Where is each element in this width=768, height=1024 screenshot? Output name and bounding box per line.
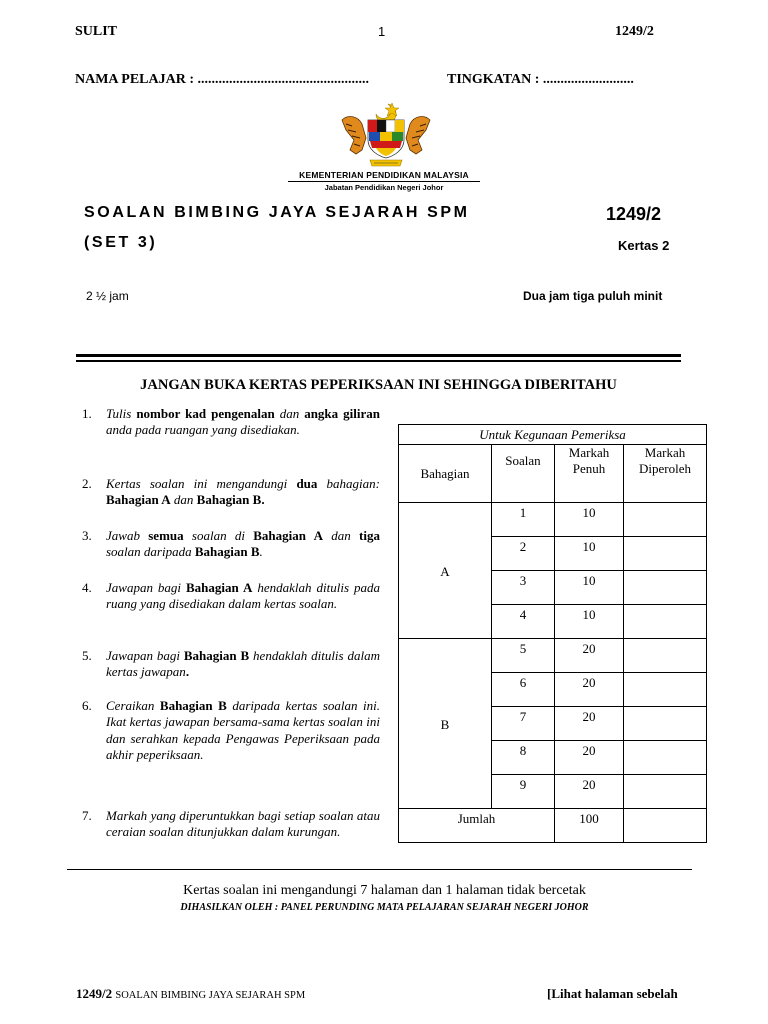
total-obtained-cell[interactable] xyxy=(624,809,707,843)
header-markah-penuh: Markah Penuh xyxy=(555,445,624,503)
obtained-mark-cell[interactable] xyxy=(624,605,707,639)
full-mark: 10 xyxy=(555,503,624,537)
department-name: Jabatan Pendidikan Negeri Johor xyxy=(324,183,444,192)
footer-code xyxy=(76,986,305,1002)
table-caption: Untuk Kegunaan Pemeriksa xyxy=(399,425,707,445)
full-mark: 20 xyxy=(555,673,624,707)
instruction-number: 2. xyxy=(82,476,92,491)
full-mark: 10 xyxy=(555,571,624,605)
full-mark: 20 xyxy=(555,775,624,809)
instruction-run: hendaklah ditulis pada ruang yang disediakan dalam kertas soalan. xyxy=(106,580,380,612)
divider-thick xyxy=(76,354,681,357)
exam-set: (SET 3) xyxy=(84,234,158,251)
instruction-run: Markah yang diperuntukkan bagi setiap soalan atau ceraian soalan ditunjukkan dalam kurungan. xyxy=(106,808,380,840)
instruction-bold-run: Bahagian A xyxy=(186,580,253,595)
instruction-run: Ceraikan xyxy=(106,698,160,713)
header-bahagian: Bahagian xyxy=(399,445,492,503)
examiner-table xyxy=(398,424,707,843)
paper-number: Kertas 2 xyxy=(618,238,670,253)
instruction-bold-run: Bahagian B. xyxy=(196,492,265,508)
instruction-run: Tulis xyxy=(106,406,137,421)
instruction-run: daripada kertas soalan ini. Ikat kertas jawapan bersama-sama kertas soalan ini dan serahkan kepada Pengawas Peperiksaan pada akhir peperiksaan. xyxy=(106,698,380,762)
page-count-note: Kertas soalan ini mengandungi 7 halaman dan 1 halaman tidak bercetak xyxy=(183,883,586,898)
instruction-4 xyxy=(82,580,380,613)
obtained-mark-cell[interactable] xyxy=(624,775,707,809)
warning-heading: JANGAN BUKA KERTAS PEPERIKSAAN INI SEHINGGA DIBERITAHU xyxy=(140,377,617,393)
instruction-text xyxy=(106,476,380,509)
question-number: 3 xyxy=(492,571,555,605)
instruction-run: dan xyxy=(274,406,305,421)
instruction-6 xyxy=(82,698,380,763)
instruction-5 xyxy=(82,648,380,681)
instruction-run: Kertas soalan ini mengandungi xyxy=(106,476,297,491)
instruction-run: Jawapan bagi xyxy=(106,580,187,595)
instruction-run: . xyxy=(259,544,263,560)
footer-title: SOALAN BIMBING JAYA SEJARAH SPM xyxy=(115,990,306,1001)
table-row xyxy=(399,639,707,673)
instruction-number: 4. xyxy=(82,580,92,595)
instruction-number: 7. xyxy=(82,808,92,823)
table-row xyxy=(399,503,707,537)
instruction-run: hendaklah ditulis dalam kertas jawapan xyxy=(106,648,380,680)
total-label: Jumlah xyxy=(399,809,555,843)
question-number: 8 xyxy=(492,741,555,775)
section-a-label: A xyxy=(399,503,492,639)
instruction-bold-run: semua xyxy=(148,528,184,543)
paper-code-top: 1249/2 xyxy=(615,24,654,39)
divider-footer xyxy=(67,869,692,870)
instruction-bold-run: nombor kad pengenalan xyxy=(136,406,275,421)
instruction-text xyxy=(106,808,380,841)
instruction-number: 3. xyxy=(82,528,92,543)
instruction-bold-run: Bahagian A xyxy=(253,528,323,543)
instruction-text xyxy=(106,406,380,439)
duration-short: 2 ½ jam xyxy=(86,289,129,303)
sulit-label: SULIT xyxy=(75,24,118,39)
obtained-mark-cell[interactable] xyxy=(624,707,707,741)
instruction-run: bahagian: xyxy=(317,476,380,491)
section-b-label: B xyxy=(399,639,492,809)
instruction-text xyxy=(106,528,380,561)
student-name-field: NAMA PELAJAR : ................................................. xyxy=(75,72,369,87)
obtained-mark-cell[interactable] xyxy=(624,503,707,537)
full-mark: 20 xyxy=(555,639,624,673)
total-row xyxy=(399,809,707,843)
instruction-bold-run: . xyxy=(185,664,190,680)
total-full-mark: 100 xyxy=(555,809,624,843)
next-page-note: [Lihat halaman sebelah xyxy=(547,986,678,1001)
instruction-number: 1. xyxy=(82,406,92,421)
page-number: 1 xyxy=(378,24,386,39)
full-mark: 20 xyxy=(555,741,624,775)
question-number: 9 xyxy=(492,775,555,809)
obtained-mark-cell[interactable] xyxy=(624,537,707,571)
instruction-bold-run: angka giliran xyxy=(304,406,381,421)
instruction-bold-run: tiga xyxy=(359,528,380,543)
instruction-number: 5. xyxy=(82,648,92,663)
obtained-mark-cell[interactable] xyxy=(624,571,707,605)
paper-code: 1249/2 xyxy=(606,204,662,224)
instruction-run: Jawab xyxy=(106,528,149,543)
obtained-mark-cell[interactable] xyxy=(624,639,707,673)
instruction-run: soalan di xyxy=(183,528,254,543)
instruction-number: 6. xyxy=(82,698,92,713)
obtained-mark-cell[interactable] xyxy=(624,673,707,707)
full-mark: 10 xyxy=(555,537,624,571)
instruction-bold-run: Bahagian A xyxy=(106,492,171,508)
question-number: 7 xyxy=(492,707,555,741)
footer-paper-code: 1249/2 xyxy=(76,986,113,1001)
instruction-text xyxy=(106,648,380,681)
full-mark: 10 xyxy=(555,605,624,639)
obtained-mark-cell[interactable] xyxy=(624,741,707,775)
header-soalan: Soalan xyxy=(492,445,555,503)
question-number: 5 xyxy=(492,639,555,673)
instruction-bold-run: dua xyxy=(296,476,318,491)
question-number: 2 xyxy=(492,537,555,571)
producer-credit: DIHASILKAN OLEH : PANEL PERUNDING MATA PELAJARAN SEJARAH NEGERI JOHOR xyxy=(180,902,589,913)
instruction-bold-run: Bahagian B xyxy=(194,544,260,560)
exam-title: SOALAN BIMBING JAYA SEJARAH SPM xyxy=(84,204,470,221)
header-markah-diperoleh: Markah Diperoleh xyxy=(624,445,707,503)
instruction-1 xyxy=(82,406,380,439)
malaysia-coat-of-arms-icon xyxy=(336,100,436,168)
instruction-run: Jawapan bagi xyxy=(106,648,184,663)
instruction-2 xyxy=(82,476,380,509)
instruction-run: anda pada ruangan yang disediakan. xyxy=(106,422,300,438)
instruction-run: dan xyxy=(170,492,197,508)
instruction-7 xyxy=(82,808,380,841)
form-level-field: TINGKATAN : .......................... xyxy=(447,72,634,87)
question-number: 4 xyxy=(492,605,555,639)
question-number: 1 xyxy=(492,503,555,537)
ministry-name: KEMENTERIAN PENDIDIKAN MALAYSIA xyxy=(288,170,480,182)
instruction-3 xyxy=(82,528,380,561)
divider-thin xyxy=(76,360,681,362)
instruction-bold-run: Bahagian B xyxy=(159,698,227,713)
instruction-text xyxy=(106,580,380,613)
duration-long: Dua jam tiga puluh minit xyxy=(523,289,663,303)
ministry-logo-text xyxy=(288,170,480,192)
instruction-run: soalan daripada xyxy=(106,544,195,560)
instruction-run: dan xyxy=(322,528,360,543)
full-mark: 20 xyxy=(555,707,624,741)
instruction-bold-run: Bahagian B xyxy=(183,648,250,663)
question-number: 6 xyxy=(492,673,555,707)
instruction-text xyxy=(106,698,380,763)
